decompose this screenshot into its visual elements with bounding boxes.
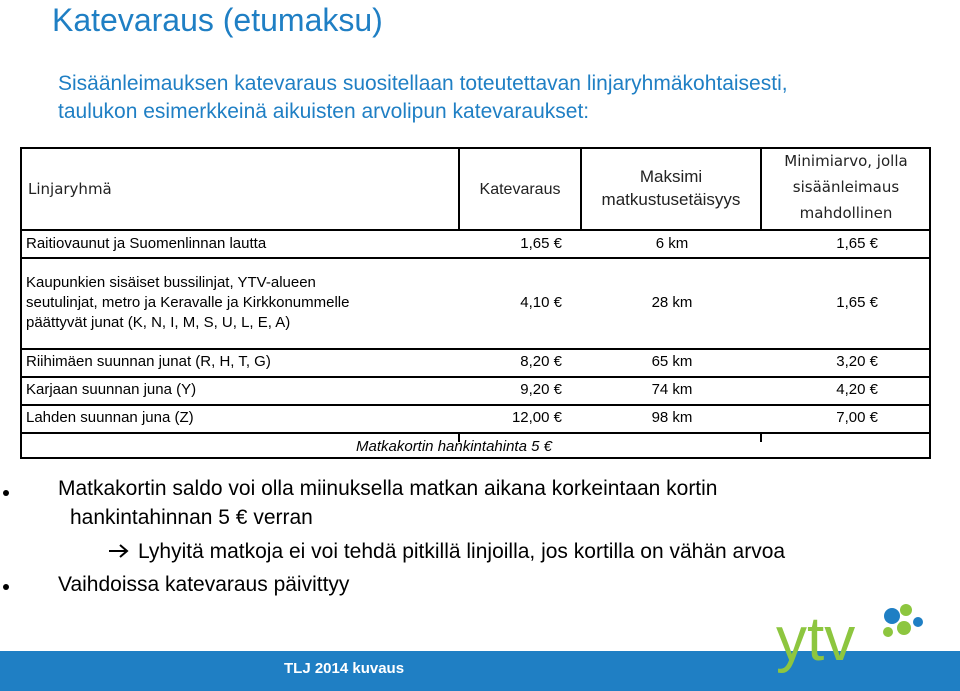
header-min-line-2: sisäänleimaus [792,178,900,196]
table-divider [22,432,929,434]
row-3-dist: 65 km [651,353,693,370]
bullet-dot [3,490,9,496]
card-price-note: Matkakortin hankintahinta 5 € [356,438,552,455]
logo-text: ytv [776,605,856,674]
intro-text [58,70,918,126]
row-1-dist: 6 km [655,235,689,252]
row-1-group: Raitiovaunut ja Suomenlinnan lautta [26,235,267,252]
row-2-dist: 28 km [651,294,693,311]
row-1-min: 1,65 € [836,235,878,252]
sub-bullet [108,540,785,564]
row-2-group-line-1: Kaupunkien sisäiset bussilinjat, YTV-alueen [26,274,316,291]
row-1-reserve: 1,65 € [520,235,562,252]
header-min [762,148,930,226]
footer-text: TLJ 2014 kuvaus [284,660,405,677]
row-5-group: Lahden suunnan juna (Z) [26,409,194,426]
row-2-group-line-3: päättyvät junat (K, N, I, M, S, U, L, E, A) [26,314,291,331]
reserve-table [20,147,931,459]
ytv-logo [776,602,936,682]
page-title: Katevaraus (etumaksu) [52,2,383,38]
table-divider [760,432,762,442]
logo-symbol [883,604,923,637]
row-2-reserve: 4,10 € [520,294,562,311]
row-5-dist: 98 km [651,409,693,426]
row-2-group-line-2: seutulinjat, metro ja Keravalle ja Kirkkonummelle [26,294,350,311]
header-maxdist [582,165,760,211]
row-4-reserve: 9,20 € [520,381,562,398]
sub-bullet-text: Lyhyitä matkoja ei voi tehdä pitkillä linjoilla, jos kortilla on vähän arvoa [138,540,786,563]
header-group: Linjaryhmä [28,180,112,198]
row-4-min: 4,20 € [836,381,878,398]
header-maxdist-line-2: matkustusetäisyys [601,190,741,209]
row-5-reserve: 12,00 € [511,409,562,426]
row-5-min: 7,00 € [836,409,878,426]
row-3-min: 3,20 € [836,353,878,370]
row-4-dist: 74 km [651,381,693,398]
header-min-line-3: mahdollinen [799,204,893,222]
arrow-icon [108,540,130,564]
row-3-group: Riihimäen suunnan junat (R, H, T, G) [26,353,271,370]
bullet-1-line-2: hankintahinnan 5 € verran [70,506,313,529]
table-divider [22,229,929,231]
table-divider [22,348,929,350]
intro-line-2: taulukon esimerkkeinä aikuisten arvolipun katevaraukset: [58,100,590,123]
intro-line-1: Sisäänleimauksen katevaraus suositellaan toteutettavan linjaryhmäkohtaisesti, [58,72,788,95]
header-maxdist-line-1: Maksimi [639,167,703,186]
row-3-reserve: 8,20 € [520,353,562,370]
table-divider [22,376,929,378]
header-min-line-1: Minimiarvo, jolla [784,152,908,170]
row-2-min: 1,65 € [836,294,878,311]
header-reserve: Katevaraus [479,181,561,198]
bullet-2: Vaihdoissa katevaraus päivittyy [58,573,350,596]
table-divider [22,404,929,406]
bullet-dot [3,584,9,590]
table-divider [22,257,929,259]
row-4-group: Karjaan suunnan juna (Y) [26,381,197,398]
row-2-group [26,273,349,333]
bullet-1-line-1: Matkakortin saldo voi olla miinuksella matkan aikana korkeintaan kortin [58,477,718,500]
